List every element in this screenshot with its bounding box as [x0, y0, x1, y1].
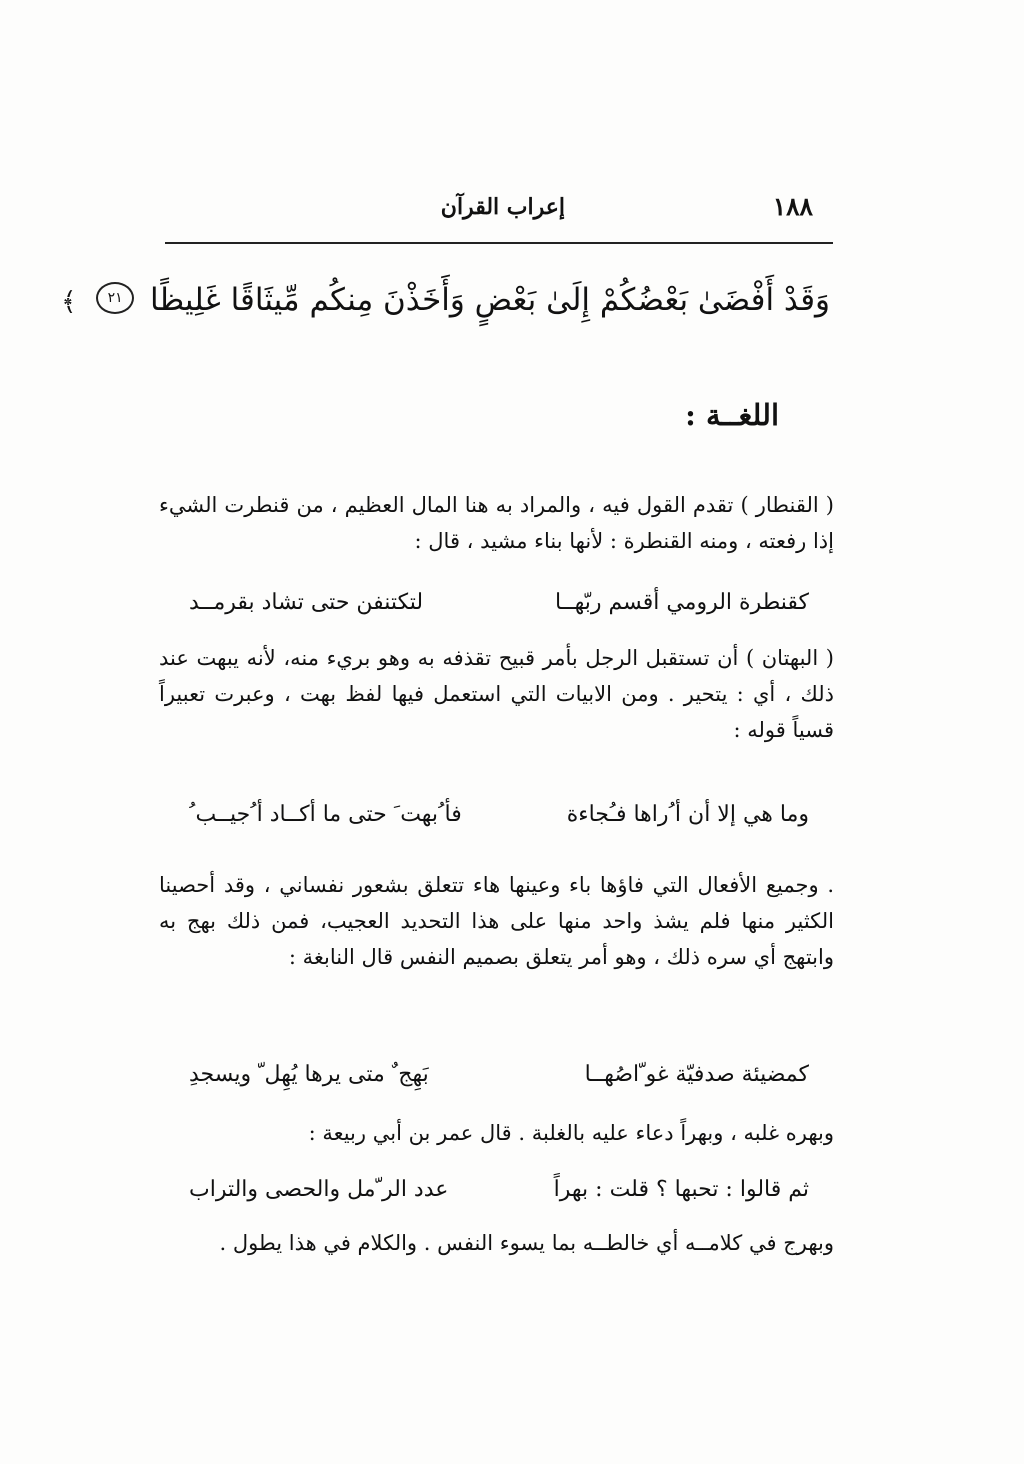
verse-number-mark: ٢١ — [96, 282, 134, 314]
verse-text: وَقَدْ أَفْضَىٰ بَعْضُكُمْ إِلَىٰ بَعْضٍ وَأَخَذْنَ مِنكُم مِّيثَاقًا غَلِيظًا — [150, 282, 830, 318]
header-divider — [165, 242, 833, 244]
poetry-line — [189, 583, 809, 623]
paragraph-verbs — [159, 867, 834, 975]
paragraph-text: . وجميع الأفعال التي فاؤها باء وعينها هاء تتعلق بشعور نفساني ، وقد أحصينا الكثير منها فلم يشذ واحد منها على هذا التحديد العجيب، فمن ذلك بهج به وابتهج أي سره ذلك ، وهو أمر يتعلق بصميم النفس قال النابغة : — [159, 873, 834, 969]
verse-closing-bracket: ﴾ — [61, 287, 77, 317]
poetry-first-hemistich: وما هي إلا أن أ ُراها فـُجاءة — [566, 802, 809, 827]
poetry-first-hemistich: كقنطرة الرومي أقسم ربّهــا — [554, 590, 809, 615]
section-heading: اللغــة : — [685, 398, 779, 432]
paragraph-bahraj — [159, 1225, 834, 1261]
page-header — [165, 192, 835, 232]
paragraph-text: ( البهتان ) أن تستقبل الرجل بأمر قبيح تقذفه به وهو بريء منه، لأنه يبهت عند ذلك ، أي : يتحير . ومن الابيات التي استعمل فيها لفظ بهت ، وعبرت تعبيراً قسياً قوله : — [159, 646, 834, 742]
paragraph-text: وبهرج في كلامــه أي خالطــه بما يسوء النفس . والكلام في هذا يطول . — [219, 1231, 834, 1255]
poetry-second-hemistich: لتكتنفن حتى تشاد بقرمــد — [189, 590, 424, 615]
poetry-second-hemistich: عدد الر ّمل والحصى والتراب — [189, 1177, 449, 1202]
poetry-second-hemistich: بَهِج ٌ متى يرها يُهِل ّ ويسجدِ — [189, 1062, 429, 1087]
poetry-line — [189, 795, 809, 835]
paragraph-text: ( القنطار ) تقدم القول فيه ، والمراد به هنا المال العظيم ، من قنطرت الشيء إذا رفعته ، ومنه القنطرة : لأنها بناء مشيد ، قال : — [159, 493, 834, 553]
paragraph-qintar — [159, 487, 834, 559]
poetry-second-hemistich: فأ ُبهت َ حتى ما أكــاد أ ُجيــب ُ — [189, 802, 462, 827]
page-number: ١٨٨ — [772, 192, 813, 221]
paragraph-bahr — [159, 1115, 834, 1151]
paragraph-text: وبهره غلبه ، وبهراً دعاء عليه بالغلبة . قال عمر بن أبي ربيعة : — [308, 1121, 834, 1145]
poetry-first-hemistich: كمضيئة صدفيّة غو ّاصُهــا — [584, 1062, 809, 1087]
running-title: إعراب القرآن — [440, 194, 565, 220]
poetry-first-hemistich: ثم قالوا : تحبها ؟ قلت : بهراً — [553, 1177, 809, 1202]
poetry-line — [189, 1055, 809, 1095]
quran-verse — [61, 268, 830, 332]
poetry-line — [189, 1170, 809, 1210]
paragraph-buhtan — [159, 640, 834, 748]
